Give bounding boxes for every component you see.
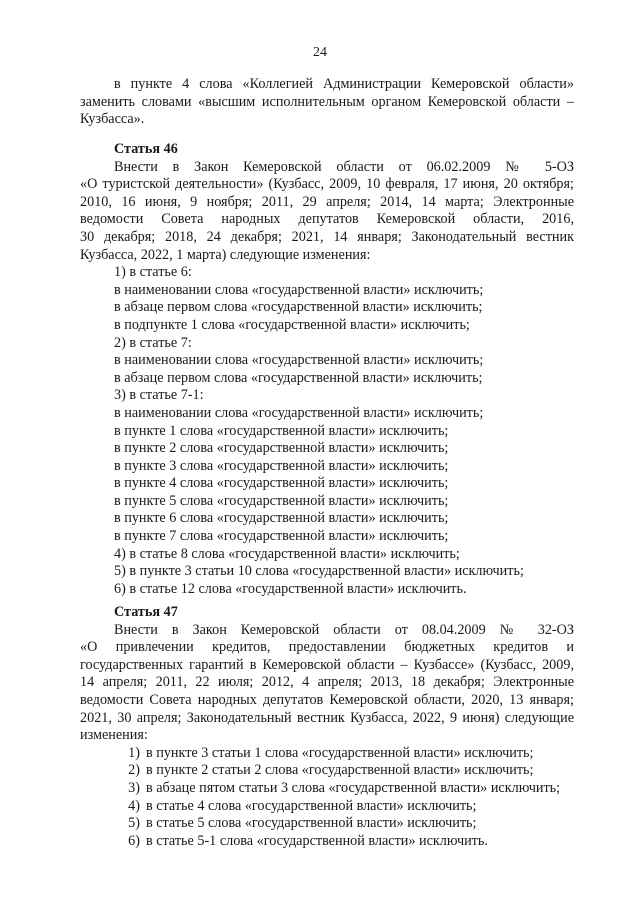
text-line: ведомости Совета народных депутатов Кемеровской области, 2020, 13 января; [80,691,574,708]
amendment-list [80,745,574,851]
list-item: в пункте 3 слова «государственной власти» исключить; [114,457,449,474]
list-item: в наименовании слова «государственной власти» исключить; [114,352,484,369]
text-line: «О привлечении кредитов, предоставлении бюджетных кредитов и [80,639,574,656]
text-line: 14 апреля; 2011, 22 июля; 2012, 4 апреля; 2013, 18 декабря; Электронные [80,674,574,691]
list-item-number: 4) [128,797,140,814]
article-47 [80,604,574,850]
text-line: ведомости Совета народных депутатов Кемеровской области, 2016, [80,211,574,228]
text-line: Внести в Закон Кемеровской области от 08.04.2009 № 32-ОЗ [114,621,574,638]
article-paragraph [80,159,574,265]
list-item: 6) в статье 12 слова «государственной власти» исключить. [114,580,467,597]
list-item-text: в статье 5-1 слова «государственной власти» исключить. [146,832,488,849]
article-heading: Статья 47 [114,604,178,620]
list-item [114,745,574,763]
text-line: государственных гарантий в Кемеровской области – Кузбассе» (Кузбасс, 2009, [80,656,574,673]
list-item [114,833,574,851]
list-item: в пункте 1 слова «государственной власти» исключить; [114,422,449,439]
text-line: Кузбасса». [80,111,145,128]
list-item: 1) в статье 6: [114,264,192,281]
amendment-list [80,264,574,598]
list-item-text: в статье 5 слова «государственной власти» исключить; [146,815,477,832]
text-line: «О туристской деятельности» (Кузбасс, 2009, 10 февраля, 17 июня, 20 октября; [80,176,574,193]
text-line: Кузбасса, 2022, 1 марта) следующие изменения: [80,246,371,263]
list-item-number: 2) [128,762,140,779]
list-item: в пункте 6 слова «государственной власти» исключить; [114,510,449,527]
list-item: в абзаце первом слова «государственной власти» исключить; [114,369,483,386]
article-46 [80,141,574,598]
list-item-number: 5) [128,815,140,832]
list-item: 4) в статье 8 слова «государственной власти» исключить; [114,545,460,562]
list-item: 5) в пункте 3 статьи 10 слова «государственной власти» исключить; [114,563,524,580]
text-line: 2010, 16 июня, 9 ноября; 2011, 29 апреля; 2014, 14 марта; Электронные [80,193,574,210]
text-line: изменения: [80,727,148,744]
intro-paragraph [80,76,574,129]
list-item: 3) в статье 7-1: [114,387,204,404]
list-item-number: 1) [128,744,140,761]
text-line: Внести в Закон Кемеровской области от 06.02.2009 № 5-ОЗ [114,158,574,175]
list-item: в пункте 2 слова «государственной власти» исключить; [114,440,449,457]
list-item-text: в пункте 3 статьи 1 слова «государственной власти» исключить; [146,744,534,761]
list-item: в пункте 5 слова «государственной власти» исключить; [114,492,449,509]
list-item: в абзаце первом слова «государственной власти» исключить; [114,299,483,316]
list-item [114,762,574,780]
article-paragraph [80,622,574,745]
list-item: в пункте 7 слова «государственной власти» исключить; [114,528,449,545]
list-item: 2) в статье 7: [114,334,192,351]
list-item [114,798,574,816]
list-item: в пункте 4 слова «государственной власти» исключить; [114,475,449,492]
text-line: заменить словами «высшим исполнительным органом Кемеровской области – [80,93,574,110]
page-number: 24 [313,45,327,60]
list-item-text: в пункте 2 статьи 2 слова «государственной власти» исключить; [146,762,534,779]
text-line: в пункте 4 слова «Коллегией Администрации Кемеровской области» [114,76,574,92]
list-item-number: 3) [128,779,140,796]
list-item-text: в статье 4 слова «государственной власти» исключить; [146,797,477,814]
list-item [114,780,574,798]
text-line: 30 декабря; 2018, 24 декабря; 2021, 14 января; Законодательный вестник [80,228,574,245]
list-item: в подпункте 1 слова «государственной власти» исключить; [114,316,470,333]
list-item: в наименовании слова «государственной власти» исключить; [114,281,484,298]
article-heading: Статья 46 [114,141,178,157]
list-item-number: 6) [128,832,140,849]
list-item: в наименовании слова «государственной власти» исключить; [114,404,484,421]
list-item [114,815,574,833]
list-item-text: в абзаце пятом статьи 3 слова «государственной власти» исключить; [146,779,561,796]
text-line: 2021, 30 апреля; Законодательный вестник Кузбасса, 2022, 9 июня) следующие [80,709,574,726]
